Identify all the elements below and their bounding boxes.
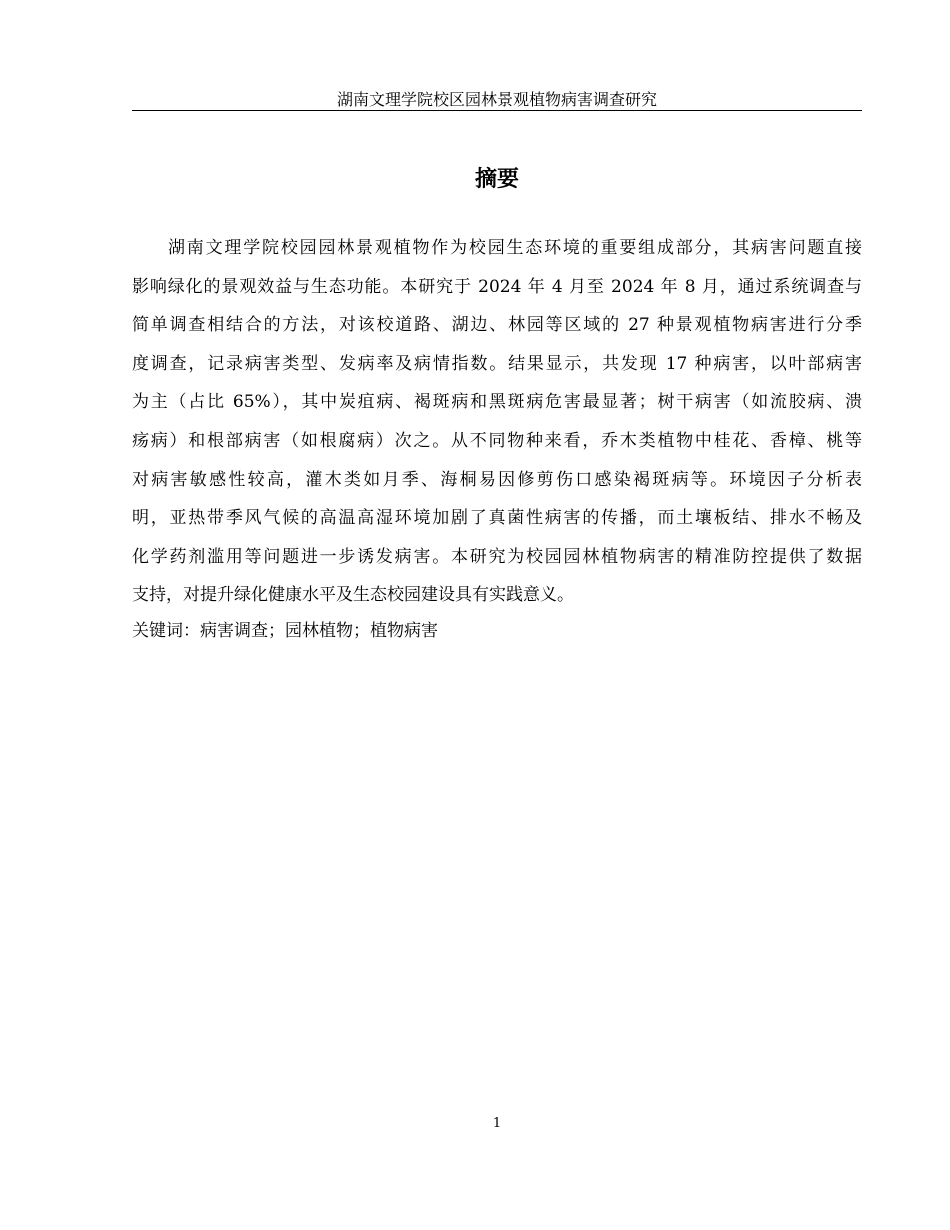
abstract-title: 摘要	[474, 167, 519, 192]
abstract-line: 为主（占比 65%），其中炭疽病、褐斑病和黑斑病危害最显著；树干病害（如流胶病、溃	[132, 392, 862, 413]
abstract-body	[132, 234, 862, 620]
abstract-line: 湖南文理学院校园园林景观植物作为校园生态环境的重要组成部分，其病害问题直接	[168, 238, 862, 258]
header-divider	[132, 110, 862, 111]
abstract-line: 明，亚热带季风气候的高温高湿环境加剧了真菌性病害的传播，而土壤板结、排水不畅及	[132, 508, 862, 529]
abstract-line: 对病害敏感性较高，灌木类如月季、海桐易因修剪伤口感染褐斑病等。环境因子分析表	[132, 469, 862, 490]
page-number: 1	[492, 1116, 502, 1131]
abstract-line: 影响绿化的景观效益与生态功能。本研究于 2024 年 4 月至 2024 年 8 月，通过系统调查与	[132, 276, 862, 297]
running-header: 湖南文理学院校区园林景观植物病害调查研究	[336, 90, 657, 109]
abstract-line: 简单调查相结合的方法，对该校道路、湖边、林园等区域的 27 种景观植物病害进行分季	[132, 315, 862, 336]
abstract-line: 度调查，记录病害类型、发病率及病情指数。结果显示，共发现 17 种病害，以叶部病害	[132, 353, 862, 374]
keywords: 关键词：病害调查；园林植物；植物病害	[132, 621, 438, 641]
abstract-line: 化学药剂滥用等问题进一步诱发病害。本研究为校园园林植物病害的精准防控提供了数据	[132, 546, 862, 567]
abstract-line: 支持，对提升绿化健康水平及生态校园建设具有实践意义。	[132, 585, 574, 606]
abstract-line: 疡病）和根部病害（如根腐病）次之。从不同物种来看，乔木类植物中桂花、香樟、桃等	[132, 430, 862, 451]
